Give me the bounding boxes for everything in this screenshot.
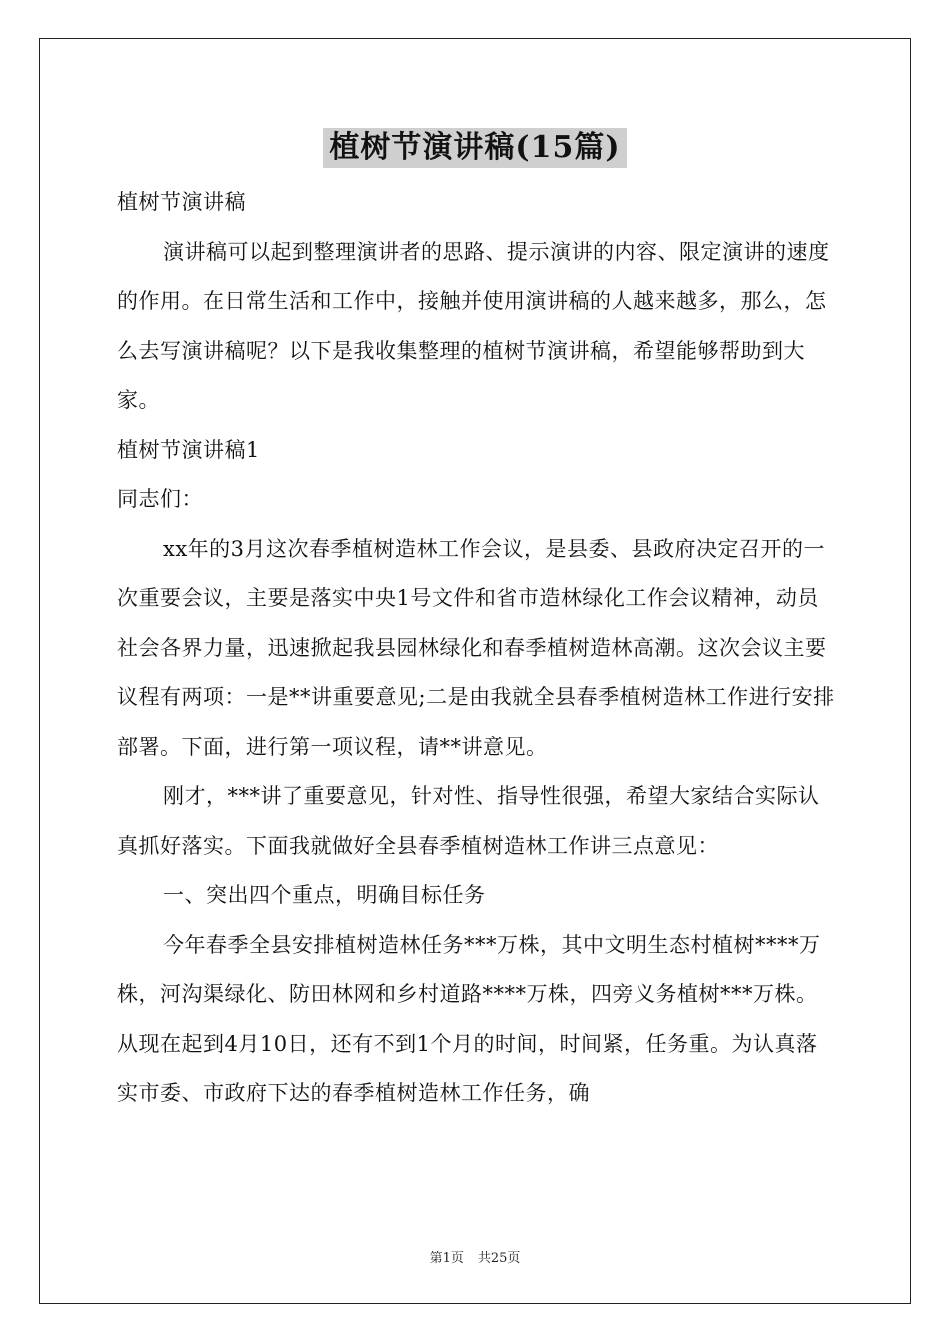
document-body: [117, 178, 837, 1119]
section-heading: 一、突出四个重点，明确目标任务: [163, 883, 486, 907]
page-total: 共25页: [477, 1251, 521, 1266]
paragraph: 植树节演讲稿1: [117, 437, 260, 462]
paragraph: 演讲稿可以起到整理演讲者的思路、提示演讲的内容、限定演讲的速度的作用。在日常生活和工作中，接触并使用演讲稿的人越来越多，那么，怎么去写演讲稿呢？以下是我收集整理的植树节演讲稿，希望能够帮助到大家。: [117, 239, 830, 412]
paragraph: 植树节演讲稿: [117, 190, 246, 214]
paragraph: 今年春季全县安排植树造林任务***万株，其中文明生态村植树****万株，河沟渠绿化、防田林网和乡村道路****万株，四旁义务植树***万株。从现在起到4月10日，还有不到1个月的时间，时间紧，任务重。为认真落实市委、市政府下达的春季植树造林工作任务，确: [117, 932, 821, 1105]
document-title: 植树节演讲稿(15篇): [323, 128, 626, 168]
paragraph: 同志们：: [117, 487, 203, 511]
title-container: [0, 128, 950, 168]
page-footer: [0, 1247, 950, 1266]
paragraph: 刚才，***讲了重要意见，针对性、指导性很强，希望大家结合实际认真抓好落实。下面我就做好全县春季植树造林工作讲三点意见：: [117, 784, 820, 858]
paragraph: xx年的3月这次春季植树造林工作会议，是县委、县政府决定召开的一次重要会议，主要是落实中央1号文件和省市造林绿化工作会议精神，动员社会各界力量，迅速掀起我县园林绿化和春季植树造林高潮。这次会议主要议程有两项：一是**讲重要意见;二是由我就全县春季植树造林工作进行安排部署。下面，进行第一项议程，请**讲意见。: [117, 536, 835, 759]
page-number: 第1页: [429, 1251, 464, 1266]
